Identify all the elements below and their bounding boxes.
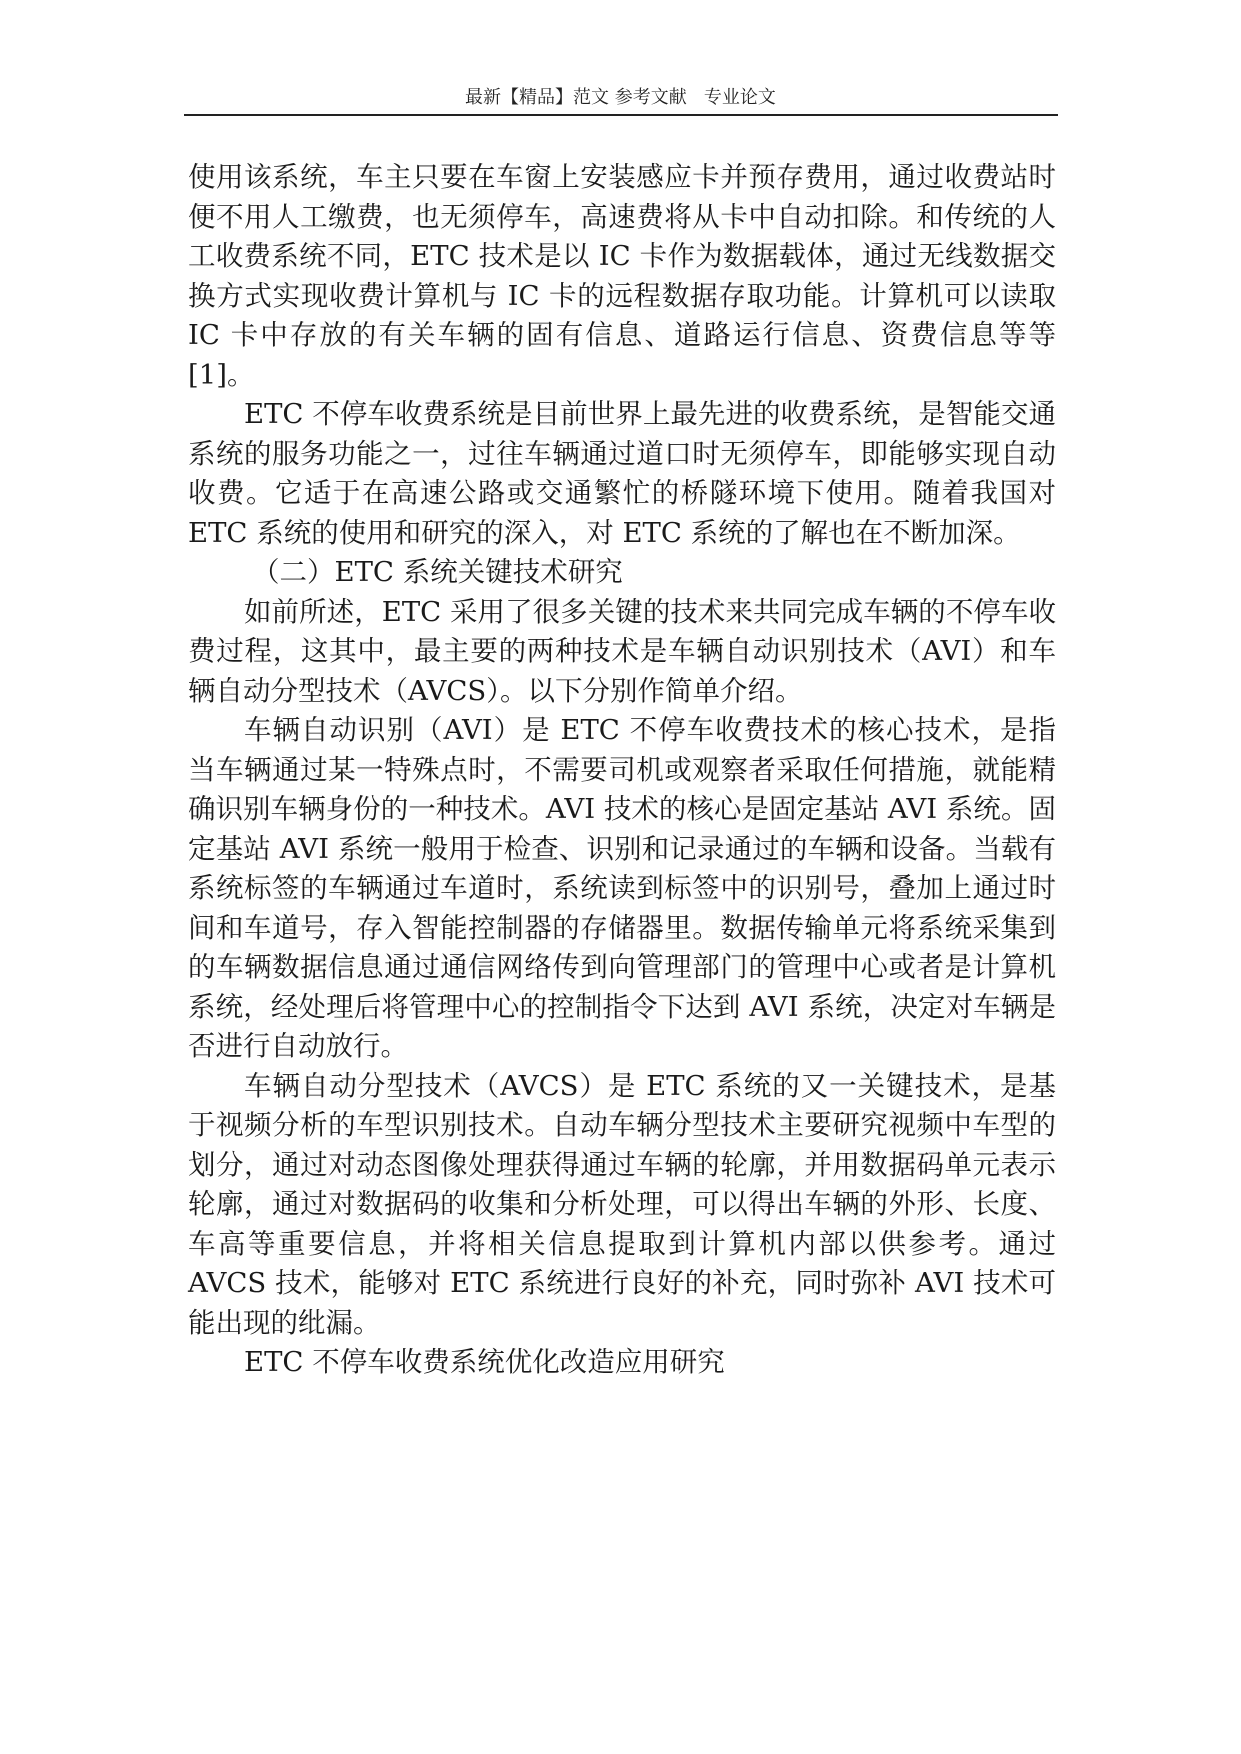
header-rule <box>184 114 1058 116</box>
page-header: 最新【精品】范文 参考文献 专业论文 <box>465 87 776 108</box>
paragraph-avi: 车辆自动识别（AVI）是 ETC 不停车收费技术的核心技术，是指当车辆通过某一特殊点时，不需要司机或观察者采取任何措施，就能精确识别车辆身份的一种技术。AVI 技术的核心是固定基站 AVI 系统。固定基站 AVI 系统一般用于检查、识别和记录通过的车辆和设备。当载有系统标签的车辆通过车道时，系统读到标签中的识别号，叠加上通过时间和车道号，存入智能控制器的存储器里。数据传输单元将系统采集到的车辆数据信息通过通信网络传到向管理部门的管理中心或者是计算机系统，经处理后将管理中心的控制指令下达到 AVI 系统，决定对车辆是否进行自动放行。 <box>188 714 1056 1062</box>
paragraph-etc-overview: ETC 不停车收费系统是目前世界上最先进的收费系统，是智能交通系统的服务功能之一，过往车辆通过道口时无须停车，即能够实现自动收费。它适于在高速公路或交通繁忙的桥隧环境下使用。随着我国对 ETC 系统的使用和研究的深入，对 ETC 系统的了解也在不断加深。 <box>188 398 1056 549</box>
paragraph-avcs: 车辆自动分型技术（AVCS）是 ETC 系统的又一关键技术，是基于视频分析的车型识别技术。自动车辆分型技术主要研究视频中车型的划分，通过对动态图像处理获得通过车辆的轮廓，并用数据码单元表示轮廓，通过对数据码的收集和分析处理，可以得出车辆的外形、长度、车高等重要信息，并将相关信息提取到计算机内部以供参考。通过 AVCS 技术，能够对 ETC 系统进行良好的补充，同时弥补 AVI 技术可能出现的纰漏。 <box>188 1069 1056 1339</box>
paragraph-optimization-title: ETC 不停车收费系统优化改造应用研究 <box>244 1346 725 1378</box>
paragraph-key-technologies-intro: 如前所述，ETC 采用了很多关键的技术来共同完成车辆的不停车收费过程，这其中，最主要的两种技术是车辆自动识别技术（AVI）和车辆自动分型技术（AVCS）。以下分别作简单介绍。 <box>188 595 1056 707</box>
paragraph-etc-usage: 使用该系统，车主只要在车窗上安装感应卡并预存费用，通过收费站时便不用人工缴费，也无须停车，高速费将从卡中自动扣除。和传统的人工收费系统不同，ETC 技术是以 IC 卡作为数据载体，通过无线数据交换方式实现收费计算机与 IC 卡的远程数据存取功能。计算机可以读取 IC 卡中存放的有关车辆的固有信息、道路运行信息、资费信息等等[1]。 <box>188 161 1056 391</box>
document-body <box>188 158 1056 1383</box>
section-heading-key-technologies: （二）ETC 系统关键技术研究 <box>252 556 623 588</box>
